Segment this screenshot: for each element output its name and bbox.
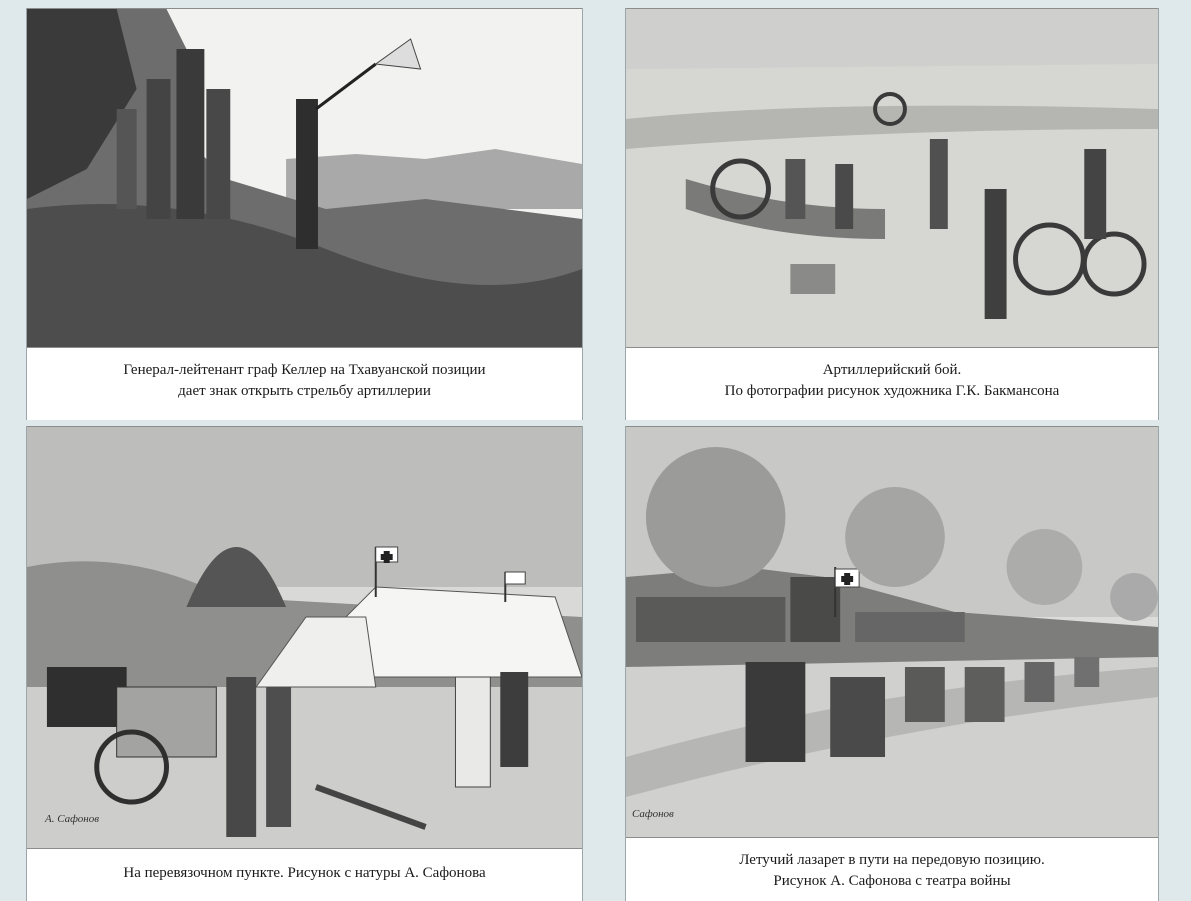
panel-dressing-station <box>26 426 583 901</box>
artist-signature: Сафонов <box>632 808 674 820</box>
illustration-artillery <box>626 8 1158 348</box>
illustration-dressing-station <box>27 426 582 849</box>
caption-line: Артиллерийский бой. <box>822 362 962 378</box>
artist-signature: А. Сафонов <box>45 813 100 825</box>
caption-line: По фотографии рисунок художника Г.К. Бакмансона <box>724 383 1060 399</box>
caption-line: Генерал-лейтенант граф Келлер на Тхавуанской позиции <box>123 362 486 378</box>
panel-keller <box>26 8 583 420</box>
illustration-keller <box>27 8 582 348</box>
caption-line: дает знак открыть стрельбу артиллерии <box>178 383 431 399</box>
caption-line: Рисунок А. Сафонова с театра войны <box>773 873 1011 889</box>
panel-artillery <box>625 8 1159 420</box>
illustration-field-hospital <box>626 426 1158 838</box>
caption-line: Летучий лазарет в пути на передовую позицию. <box>739 852 1045 868</box>
caption-line: На перевязочном пункте. Рисунок с натуры А. Сафонова <box>123 865 486 881</box>
panel-field-hospital <box>625 426 1159 901</box>
